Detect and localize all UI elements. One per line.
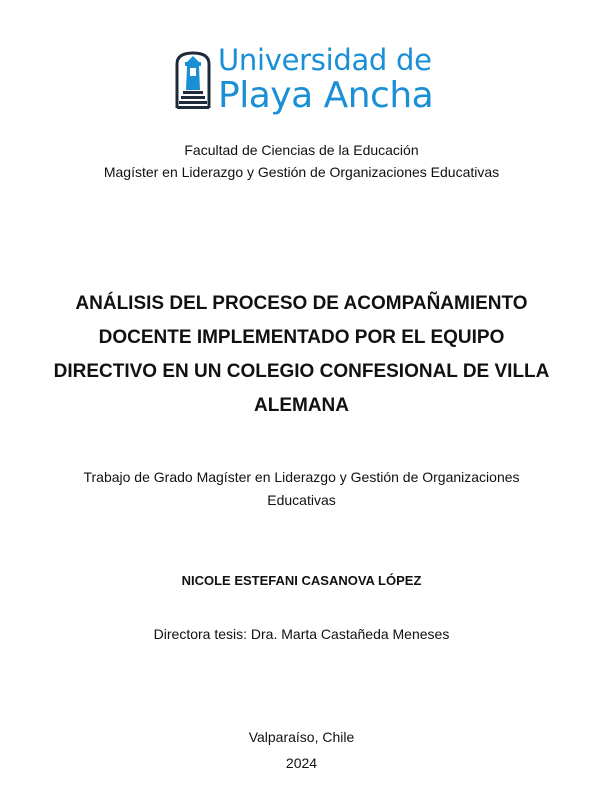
year: 2024 bbox=[285, 755, 318, 771]
title-line: ANÁLISIS DEL PROCESO DE ACOMPAÑAMIENTO bbox=[75, 293, 528, 314]
title-line: DOCENTE IMPLEMENTADO POR EL EQUIPO bbox=[98, 327, 505, 348]
thesis-director: Directora tesis: Dra. Marta Castañeda Meneses bbox=[153, 626, 450, 642]
thesis-title bbox=[40, 287, 563, 423]
logo-wordmark bbox=[218, 43, 436, 116]
logo-line-playa-ancha: Playa Ancha bbox=[218, 75, 434, 116]
institution-header bbox=[0, 139, 603, 183]
program-name: Magíster en Liderazgo y Gestión de Organizaciones Educativas bbox=[103, 164, 500, 180]
faculty-name: Facultad de Ciencias de la Educación bbox=[184, 142, 419, 158]
university-logo bbox=[174, 43, 436, 118]
logo-line-university: Universidad de bbox=[218, 43, 432, 77]
degree-description bbox=[60, 466, 543, 512]
degree-line: Educativas bbox=[267, 492, 336, 508]
degree-line: Trabajo de Grado Magíster en Liderazgo y Gestión de Organizaciones bbox=[83, 469, 520, 485]
author-name: NICOLE ESTEFANI CASANOVA LÓPEZ bbox=[181, 573, 422, 588]
lighthouse-icon bbox=[174, 50, 212, 112]
title-line: ALEMANA bbox=[254, 395, 349, 416]
title-line: DIRECTIVO EN UN COLEGIO CONFESIONAL DE VILLA bbox=[53, 361, 550, 382]
place: Valparaíso, Chile bbox=[248, 729, 355, 745]
